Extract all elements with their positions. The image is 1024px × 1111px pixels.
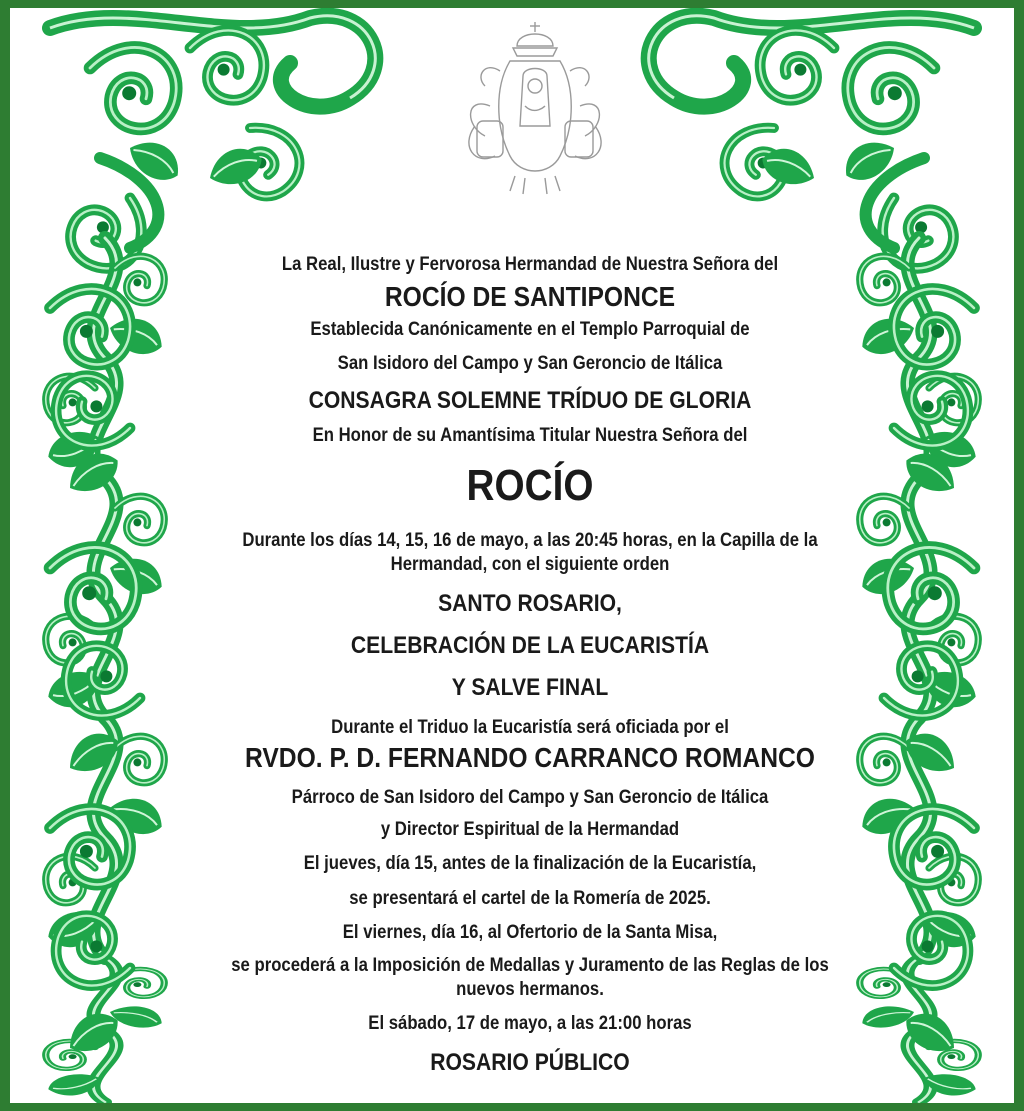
poster-line: se presentará el cartel de la Romería de 2025. — [349, 888, 711, 909]
brotherhood-name: ROCÍO DE SANTIPONCE — [384, 281, 676, 312]
thursday-line: El jueves, día 15, antes de la finalización de la Eucaristía, — [303, 853, 757, 874]
friday-line: El viernes, día 16, al Ofertorio de la Santa Misa, — [342, 922, 718, 943]
main-title: ROCÍO — [466, 461, 594, 510]
establishment-line: Establecida Canónicamente en el Templo Parroquial de — [310, 319, 750, 340]
parish-line: San Isidoro del Campo y San Geroncio de Itálica — [337, 353, 723, 374]
triduo-heading: CONSAGRA SOLEMNE TRÍDUO DE GLORIA — [308, 387, 752, 414]
officiant-intro: Durante el Triduo la Eucaristía será oficiada por el — [331, 717, 729, 738]
public-rosary: ROSARIO PÚBLICO — [430, 1049, 630, 1076]
notice-card — [10, 8, 1014, 1103]
dates-paragraph: Durante los días 14, 15, 16 de mayo, a las 20:45 horas, en la Capilla de la Hermandad, con el siguiente orden — [242, 530, 818, 575]
hermandad-coat-of-arms-icon — [455, 16, 615, 206]
officiant-role-2: y Director Espiritual de la Hermandad — [380, 819, 680, 840]
side-ornament-right — [856, 238, 981, 1102]
order-item-eucharist: CELEBRACIÓN DE LA EUCARISTÍA — [350, 632, 710, 659]
order-item-rosary: SANTO ROSARIO, — [438, 590, 622, 617]
officiant-name: RVDO. P. D. FERNANDO CARRANCO ROMANCO — [245, 742, 815, 773]
officiant-role: Párroco de San Isidoro del Campo y San Geroncio de Itálica — [291, 787, 769, 808]
honor-line: En Honor de su Amantísima Titular Nuestra Señora del — [312, 425, 748, 446]
order-item-salve: Y SALVE FINAL — [451, 674, 609, 701]
side-ornament-left — [43, 238, 168, 1102]
saturday-line: El sábado, 17 de mayo, a las 21:00 horas — [368, 1013, 692, 1034]
medals-paragraph: se procederá a la Imposición de Medallas y Juramento de las Reglas de los nuevos hermanos. — [231, 955, 829, 1000]
intro-line: La Real, Ilustre y Fervorosa Hermandad de Nuestra Señora del — [281, 254, 779, 275]
